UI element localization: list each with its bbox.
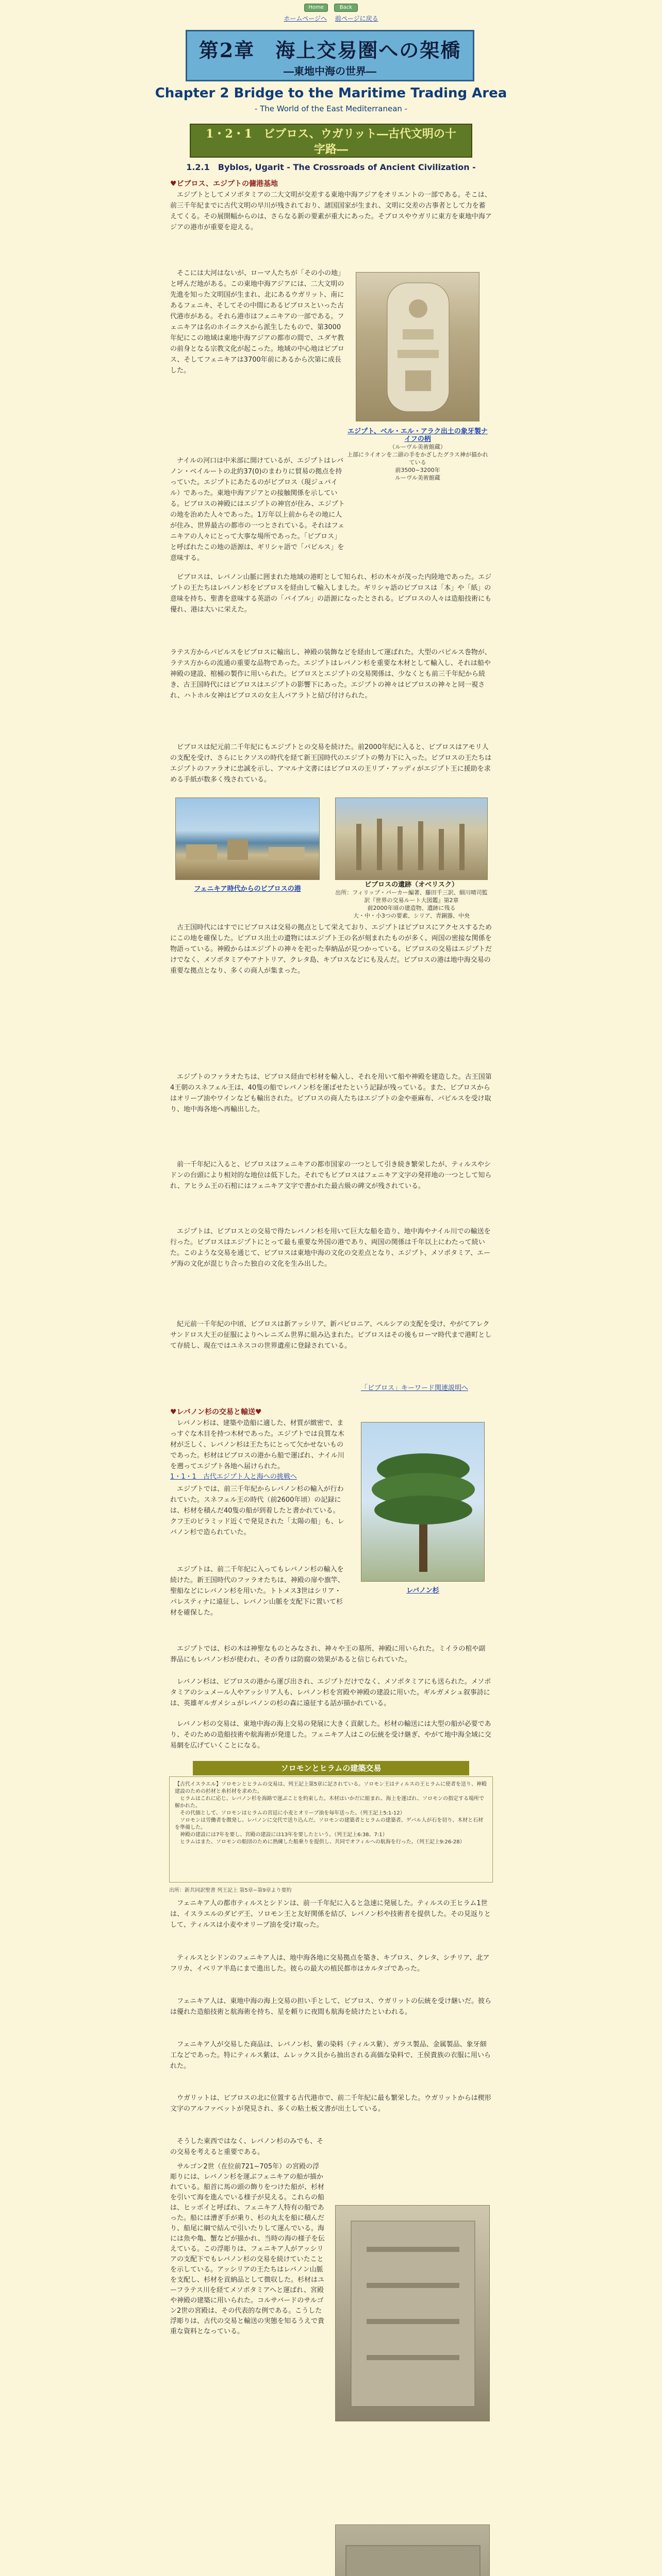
top-navigation: [0, 3, 662, 23]
home-button[interactable]: Home: [304, 4, 328, 12]
figure-caption: [361, 1587, 485, 1595]
paragraph: エジプトでは、杉の木は神聖なものとみなされ、神々や王の墓所、神殿に用いられた。ミイラの棺や副葬品にもレバノン杉が使われ、その香りは防腐の効果があると信じられていた。: [170, 1645, 486, 1664]
chapter-title-english: Chapter 2 Bridge to the Maritime Trading Area: [155, 86, 507, 101]
table-source-note: 出所：新共同訳聖書 列王記上 第5章~第9章より要約: [169, 1888, 292, 1893]
paragraph: 前一千年紀に入ると、ビブロスはフェニキアの都市国家の一つとして引き続き繁栄したが、ティルスやシドンの台頭により相対的な地位は低下した。それでもビブロスはフェニキア文字の発祥地の一つとして知られ、アヒラム王の石棺にはフェニキア文字で書かれた最古級の碑文が残されている。: [170, 1161, 492, 1190]
paragraph: フェニキア人が交易した商品は、レバノン杉、紫の染料（ティルス紫）、ガラス製品、金属製品、象牙細工などであった。特にティルス紫は、ムレックス貝から抽出される高価な染料で、王侯貴族の衣服に用いられた。: [170, 2041, 491, 2070]
figure-caption-line: 大・中・小3つの要素、シリア、青銅器、中央: [353, 912, 470, 919]
home-link[interactable]: ホームページへ: [284, 15, 327, 22]
figure-caption: [175, 885, 320, 893]
table-line: ソロモンは労働者を徴発し、レバノンに交代で送り込んだ。ソロモンの建築者とヒラムの建築者、ゲバル人が石を切り、木材と石材を準備した。: [175, 1818, 484, 1831]
paragraph: 紀元前一千年紀の中頃、ビブロスは新アッシリア、新バビロニア、ペルシアの支配を受け、やがてアレクサンドロス大王の征服によりヘレニズム世界に組み込まれた。ビブロスはその後もローマ時代まで港町として存続し、現在ではユネスコの世界遺産に登録されている。: [170, 1320, 492, 1350]
paragraph: ティルスとシドンのフェニキア人は、地中海各地に交易拠点を築き、キプロス、クレタ、シチリア、北アフリカ、イベリア半島にまで進出した。彼らの最大の植民都市はカルタゴであった。: [170, 1954, 490, 1973]
paragraph: ナイルの河口は中米部に開けているが、エジプトはレバノン・ベイルートの北約37(0)のまわりに貿易の拠点を持っていた。エジプトにあたるのがビブロス（現ジュバイル）であった。東地中海アジアとの接触関係を示している。ビブロスの神殿にはエジプトの神官が住み、エジプトの地を治めた人々であった。1万年以上前からその地に人が住み、世界最古の都市の一つとされている。それはフェニキアの人々にとって大事な場所であった。「ビブロス」と呼ばれたこの地の語源は、ギリシャ語で「パピルス」を意味する。: [170, 457, 345, 562]
chapter-link-paragraph: [170, 1471, 345, 1483]
figure-caption-line: 上部にライオンを二頭の手をかざしたグラス神が描かれている: [346, 451, 488, 466]
table-line: ヒラムはまた、ソロモンの船団のために熟練した船乗りを提供し、共同でオフィルへの航海を行った。（列王記上9:26-28）: [175, 1839, 465, 1845]
figure-caption-line: ルーヴル美術館蔵: [395, 474, 440, 481]
paragraph: レバノン杉の交易は、東地中海の海上交易の発展に大きく貢献した。杉材の輸送には大型の船が必要であり、そのための造船技術や航海術が発達した。フェニキア人はこの伝統を受け継ぎ、やがて地中海全域に交易網を広げていくことになる。: [170, 1720, 491, 1750]
paragraph: フェニキア人は、東地中海の海上交易の担い手として、ビブロス、ウガリットの伝統を受け継いだ。彼らは優れた造船技術と航海術を持ち、星を頼りに夜間も航海を続けたといわれる。: [170, 1997, 491, 2016]
figure-caption-line: 前2000年頃の建造物、遺跡に残る: [367, 905, 456, 911]
paragraph: ラテス方からパピルスをビブロスに輸出し、神殿の装飾などを経由して運ばれた。大型のパピルス巻物が、ラテス方からの流通の重要な品物であった。エジプトはレバノン杉を重要な木材として輸入し、それは船や神殿の建設、棺桶の製作に用いられた。ビブロスとエジプトの交易関係は、少なくとも前三千年紀から続き、古王国時代にはビブロスはエジプトの影響下にあった。エジプトの神々はビブロスの神々と同一視され、ハトホル女神はビブロスの女主人バアラトと結び付けられた。: [170, 649, 491, 700]
figure-caption-line: （ルーヴル美術館蔵）: [389, 444, 446, 450]
paragraph: そうした東西ではなく、レバノン杉のみでも、その交易を考えると重要である。: [170, 2138, 324, 2156]
chapter-title-box: [186, 30, 474, 81]
back-button[interactable]: Back: [334, 4, 358, 12]
table-line: その代価として、ソロモンはヒラムの宮廷に小麦とオリーブ油を毎年送った。（列王記上5:1-12）: [175, 1810, 405, 1816]
solomon-hiram-table-title: ソロモンとヒラムの建築交易: [193, 1761, 469, 1775]
assyrian-relief-cedar-transport-photo: [335, 2524, 490, 2576]
assyrian-relief-illustration: [336, 2525, 490, 2576]
table-line: ヒラムはこれに応じ、レバノン杉を海路で運ぶことを約束した。木材はいかだに組まれ、海上を運ばれ、ソロモンの指定する場所で解かれた。: [175, 1796, 484, 1809]
figure-caption: [345, 428, 490, 482]
paragraph: ビブロスは紀元前二千年紀にもエジプトとの交易を続けた。前2000年紀に入ると、ビブロスはアモリ人の支配を受け、さらにヒクソスの時代を経て新王国時代のエジプトの勢力下に入った。ビブロスの王たちはエジプトのファラオに忠誠を示し、アマルナ文書にはビブロスの王リブ・アッディがエジプト王に援助を求める手紙が数多く残されている。: [170, 743, 492, 784]
table-line: 【古代イスラエル】ソロモンとヒラムの交易は、列王記上第5章に記されている。ソロモン王はティルスの王ヒラムに使者を送り、神殿建設のための杉材と糸杉材を求めた。: [175, 1782, 487, 1794]
figure-caption-line: 出所：フィリップ・パーカー編著、藤田千三訳、細川晴司監訳『世界の交易ルート大図鑑』第2章: [335, 889, 488, 904]
lebanon-cedar-illustration: [361, 1422, 485, 1582]
keyword-link-paragraph: [361, 1383, 492, 1394]
chapter-subtitle: ―東地中海の世界―: [284, 65, 376, 77]
ivory-knife-handle-illustration: [356, 273, 479, 421]
chapter-title: 第2章 海上交易圏への架橋: [198, 39, 461, 62]
paragraph: 古王国時代にはすでにビブロスは交易の拠点として栄えており、エジプトはビブロスにアクセスするためにこの地を確保した。ビブロス出土の遺物にはエジプト王の名が刻まれたものが多く、両国の密接な関係を物語っている。神殿からはエジプトの神々を祀った奉納品が見つかっている。ビブロスの交易はエジプトだけでなく、メソポタミアやアナトリア、クレタ島、キプロスなどにも及んだ。ビブロスの港は地中海交易の重要な拠点となり、多くの商人が集まった。: [170, 924, 492, 975]
table-line: 神殿の建設には7年を要し、宮殿の建設には13年を要したという。（列王記上6:38、7:1）: [175, 1832, 388, 1838]
section-title-line2: 字路―: [313, 143, 348, 156]
byblos-ruins-obelisk-photo: [335, 798, 488, 880]
figure-caption-line: 前3500~3200年: [395, 467, 440, 473]
section-title-box: [190, 124, 472, 158]
section-subtitle: 1.2.1 Byblos, Ugarit - The Crossroads of Ancient Civilization -: [186, 162, 476, 172]
figure-caption-title[interactable]: レバノン杉: [406, 1587, 439, 1595]
byblos-ruins-illustration: [336, 798, 488, 880]
ivory-knife-handle-image: [356, 272, 479, 421]
paragraph: エジプトでは、前三千年紀からレバノン杉の輸入が行われていた。スネフェル王の時代（前2600年頃）の記録には、杉材を積んだ40隻の船が到着したと書かれている。クフ王のピラミッド近くで発見された「太陽の船」も、レバノン杉で造られていた。: [170, 1485, 344, 1536]
figure-caption-title[interactable]: フェニキア時代からのビブロスの港: [194, 885, 301, 893]
paragraph: ウガリットは、ビブロスの北に位置する古代港市で、前二千年紀に最も繁栄した。ウガリットからは楔形文字のアルファベットが発見され、多くの粘土板文書が出土している。: [170, 2094, 491, 2113]
paragraph: レバノン杉は、ビブロスの港から運び出され、エジプトだけでなく、メソポタミアにも送られた。メソポタミアのシュメール人やアッシリア人も、レバノン杉を宮殿や神殿の建設に用いた。ギルガメシュ叙事詩には、英雄ギルガメシュがレバノンの杉の森に遠征する話が描かれている。: [170, 1678, 491, 1707]
figure-caption-title[interactable]: エジプト、ベル・エル・アラク出土の象牙製ナイフの柄: [347, 428, 488, 443]
solomon-hiram-table: [169, 1776, 493, 1883]
byblos-harbor-photo: [175, 798, 320, 880]
paragraph: エジプトとしてメソポタミアの二大文明が交差する東地中海アジアをオリエントの一部である。そこは、前三千年紀までに古代文明の早川が残されており、諸国国家が生まれ、文明に交差の古事者として力を蓄えてくる。その展開幅からのは、さらなる新の要素が重大にあった。そブロスやウガリに東方を東地中海アジアの港市が重要を迎える。: [170, 191, 492, 231]
paragraph: エジプトのファラオたちは、ビブロス経由で杉材を輸入し、それを用いて船や神殿を建造した。古王国第4王朝のスネフェル王は、40隻の船でレバノン杉を運ばせたという記録が残っている。また、ビブロスからはオリーブ油やワインなども輸出された。ビブロスの商人たちはエジプトの金や亜麻布、パピルスを受け取り、地中海各地へ再輸出した。: [170, 1073, 492, 1113]
section-title-line1: 1・2・1 ビブロス、ウガリット―古代文明の十: [206, 127, 456, 141]
relief-fragment-illustration: [336, 2206, 490, 2421]
paragraph: フェニキア人の都市ティルスとシドンは、前一千年紀に入ると急速に発展した。ティルスの王ヒラム1世は、イスラエルのダビデ王、ソロモン王と友好関係を結び、レバノン杉や技術者を提供した。その見返りとして、ティルスは小麦やオリーブ油を受け取った。: [170, 1900, 491, 1929]
chapter-1-1-1-link[interactable]: 1・1・1 古代エジプト人と海への挑戦へ: [170, 1473, 297, 1481]
byblos-keyword-link[interactable]: 「ビブロス」キーワード関連説明へ: [361, 1384, 469, 1392]
paragraph: レバノン杉は、建築や造船に適した、材質が緻密で、まっすぐな木目を持つ木材であった。エジプトでは良質な木材が乏しく、レバノン杉は王たちにとって欠かせないものであった。杉材はビブロスの港から船で運ばれ、ナイル川を遡ってエジプト各地へ届けられた。: [170, 1419, 344, 1469]
heading-cedar: ♥レバノン杉の交易と輸送♥: [170, 1408, 262, 1416]
byblos-harbor-illustration: [176, 798, 320, 880]
back-link[interactable]: 前ページに戻る: [335, 15, 378, 22]
chapter-subtitle-english: - The World of the East Mediterranean -: [254, 104, 408, 113]
paragraph: エジプトは、前二千年紀に入ってもレバノン杉の輸入を続けた。新王国時代のファラオたちは、神殿の扉や旗竿、聖船などにレバノン杉を用いた。トトメス3世はシリア・パレスティナに遠征し、レバノン山脈を支配下に置いて杉材を確保した。: [170, 1566, 344, 1617]
figure-caption-title: ビブロスの遺跡（オベリスク）: [365, 881, 458, 889]
paragraph: ビブロスは、レバノン山脈に囲まれた地域の港町として知られ、杉の木々が茂った内陸地であった。エジプトの王たちはレバノン杉をビブロスを経由して輸入しました。ギリシャ語のビブロスは「本」や「紙」の意味を持ち、聖書を意味する英語の「バイブル」の語源になったとされる。ビブロスの人々は造船技術にも優れ、港は大いに栄えた。: [170, 573, 492, 614]
lebanon-cedar-photo: [361, 1422, 485, 1582]
figure-caption: [335, 881, 488, 920]
paragraph: そこには大河はないが、ローマ人たちが「その小の地」と呼んだ地がある。この東地中海アジアには、二大文明の先進を知った文明国が生まれ、北にあるウガリット、南にあるフェニキ、そしてその中間にあるビブロスといった古代港市がある。それら港市はフェニキアの一部である。フェニキアは名のホイニクスから派生したもので、第3000年紀にこの地域は東地中海アジアの都市の間で、ユダヤ教の前身となる宗教文化が起こった。地域の中心地はビブロス、そしてフェニキアは3700年前にあるから次第に成長した。: [170, 269, 345, 375]
relief-fragment-photo: [335, 2205, 490, 2421]
narrow-column-paragraph: サルゴン2世（在位前721~705年）の宮殿の浮彫りには、レバノン杉を運ぶフェニキアの船が描かれている。船首に馬の頭の飾りをつけた船が、杉材を引いて海を進んでいる様子が見える。これらの船は、ヒッポイと呼ばれ、フェニキア人特有の船であった。船には漕ぎ手が乗り、杉の丸太を船に積んだり、船尾に綱で結んで引いたりして運んでいる。海には魚や亀、蟹などが描かれ、当時の海の様子を伝えている。この浮彫りは、フェニキア人がアッシリアの支配下でもレバノン杉の交易を続けていたことを示している。アッシリアの王たちはレバノン山脈を支配し、杉材を貢納品として徴収した。杉材はユーフラテス川を経てメソポタミアへと運ばれ、宮殿や神殿の建築に用いられた。コルサバードのサルゴン2世の宮殿は、その代表的な例である。こうした浮彫りは、古代の交易と輸送の実態を知るうえで貴重な資料となっている。: [170, 2163, 325, 2335]
paragraph: エジプトは、ビブロスとの交易で得たレバノン杉を用いて巨大な船を造り、地中海やナイル川での輸送を行った。ビブロスはエジプトにとって最も重要な外国の港であり、両国の関係は千年以上にわたって続いた。このような交易を通じて、ビブロスは東地中海の文化の交差点となり、エジプト、メソポタミア、エーゲ海の文化が混じり合った独自の文化を生み出した。: [170, 1228, 491, 1268]
heading-byblos: ♥ビブロス、エジプトの傭港基地: [170, 180, 278, 188]
